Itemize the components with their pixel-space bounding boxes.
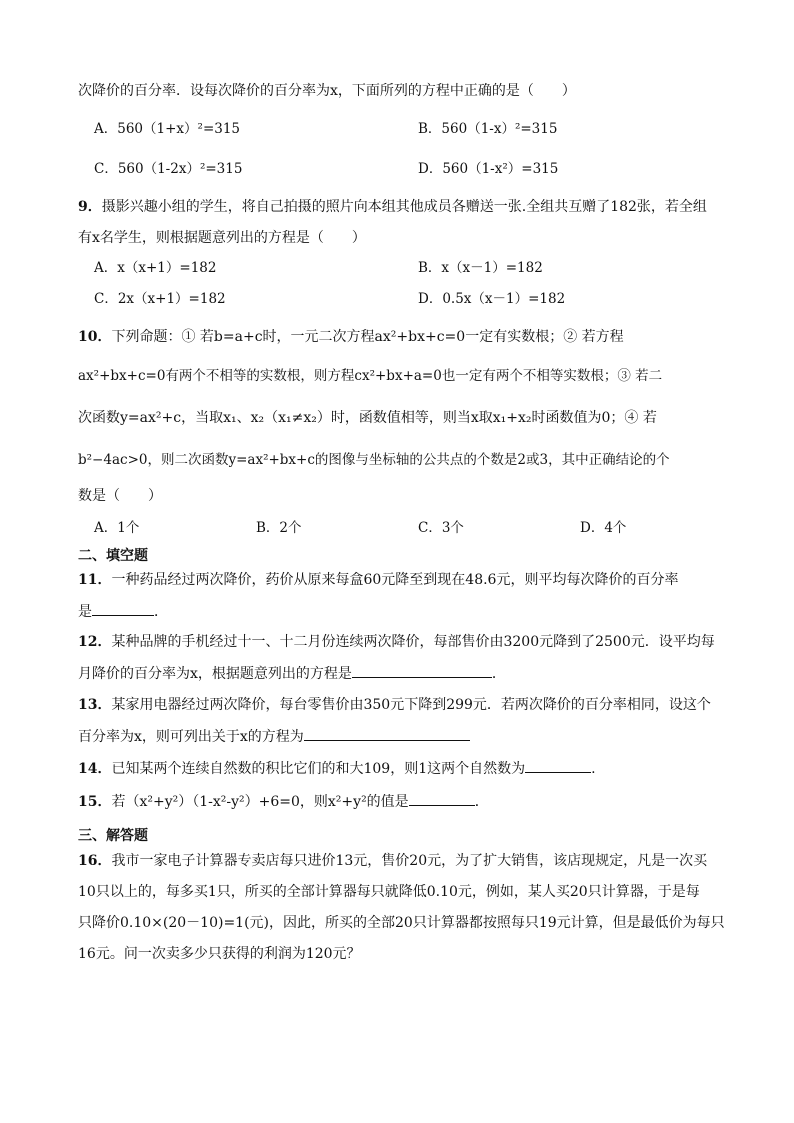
q10-text-1: 下列命题：① 若b=a+c时，一元二次方程ax²+bx+c=0一定有实数根；② 若方程 xyxy=(111,329,624,345)
q11-line1 xyxy=(78,570,678,590)
q13-text-2: 百分率为x，则可列出关于x的方程为 xyxy=(78,729,304,745)
q11-line2 xyxy=(78,601,168,622)
q16-line3: 只降价0.10×(20－10)=1(元)，因此，所买的全部20只计算器都按照每只19元计算，但是最低价为每只 xyxy=(78,915,725,931)
q11-text-2: 是 xyxy=(78,604,92,620)
q11-number: 11． xyxy=(78,572,112,588)
q10-option-b: B．2个 xyxy=(256,520,302,536)
q9-text-1: 摄影兴趣小组的学生，将自己拍摄的照片向本组其他成员各赠送一张.全组共互赠了182张，若全组 xyxy=(101,199,707,215)
q12-text-2: 月降价的百分率为x，根据题意列出的方程是 xyxy=(78,666,352,682)
q9-option-d: D．0.5x（x－1）=182 xyxy=(418,291,566,307)
q8-option-c: C．560（1-2x）²=315 xyxy=(94,161,243,177)
q10-line4: b²−4ac>0，则二次函数y=ax²+bx+c的图像与坐标轴的公共点的个数是2或3，其中正确结论的个 xyxy=(78,452,670,468)
q9-option-a: A．x（x+1）=182 xyxy=(94,260,217,276)
q12-answer-blank[interactable] xyxy=(352,663,492,678)
q9-option-b: B．x（x－1）=182 xyxy=(418,260,543,276)
q16-text-1: 我市一家电子计算器专卖店每只进价13元，售价20元，为了扩大销售，该店现规定，凡是一次买 xyxy=(111,853,708,869)
q10-line5: 数是（ ） xyxy=(78,488,162,504)
q15-number: 15． xyxy=(78,794,112,810)
q9-line2: 有x名学生，则根据题意列出的方程是（ ） xyxy=(78,230,366,246)
q12-line1 xyxy=(78,632,715,652)
q13-answer-blank[interactable] xyxy=(304,726,470,741)
q12-text-end: ． xyxy=(491,666,506,682)
q10-line3: 次函数y=ax²+c，当取x₁、x₂（x₁≠x₂）时，函数值相等，则当x取x₁+x₂时函数值为0；④ 若 xyxy=(78,410,657,426)
q9-option-c: C．2x（x+1）=182 xyxy=(94,291,226,307)
q16-line4: 16元。问一次卖多少只获得的利润为120元？ xyxy=(78,946,361,962)
q14-number: 14． xyxy=(78,761,112,777)
q13-line1 xyxy=(78,695,711,715)
q9-number: 9． xyxy=(78,199,102,215)
q13-text-1: 某家用电器经过两次降价，每台零售价由350元下降到299元．若两次降价的百分率相同，设这个 xyxy=(111,697,711,713)
q16-line2: 10只以上的，每多买1只，所买的全部计算器每只就降低0.10元，例如，某人买20只计算器，于是每 xyxy=(78,884,700,900)
q9-line1 xyxy=(78,197,707,217)
q8-option-a: A．560（1+x）²=315 xyxy=(94,121,241,137)
q12-line2 xyxy=(78,663,506,684)
q14-text-end: . xyxy=(591,761,596,777)
q11-text-1: 一种药品经过两次降价，药价从原来每盒60元降至到现在48.6元，则平均每次降价的百分率 xyxy=(111,572,679,588)
q14-answer-blank[interactable] xyxy=(525,758,591,773)
q14-line xyxy=(78,758,596,779)
q10-number: 10． xyxy=(78,329,112,345)
q13-line2 xyxy=(78,726,470,747)
q10-option-a: A．1个 xyxy=(94,520,140,536)
q8-option-b: B．560（1-x）²=315 xyxy=(418,121,558,137)
q10-option-d: D．4个 xyxy=(580,520,627,536)
q12-number: 12． xyxy=(78,634,112,650)
q10-line2: ax²+bx+c=0有两个不相等的实数根，则方程cx²+bx+a=0也一定有两个不相等实数根；③ 若二 xyxy=(78,368,663,384)
q11-text-end: ． xyxy=(154,604,168,620)
q15-text-end: ． xyxy=(474,794,489,810)
q8-option-d: D．560（1-x²）=315 xyxy=(418,161,559,177)
section-answer-heading: 三、解答题 xyxy=(78,828,148,844)
q16-line1 xyxy=(78,851,707,871)
section-fill-in-heading: 二、填空题 xyxy=(78,548,148,564)
q15-text: 若（x²+y²）（1-x²-y²）+6=0，则x²+y²的值是 xyxy=(111,794,409,810)
q15-answer-blank[interactable] xyxy=(409,791,475,806)
q11-answer-blank[interactable] xyxy=(92,601,154,616)
q13-number: 13． xyxy=(78,697,112,713)
q15-line xyxy=(78,791,489,812)
q10-line1 xyxy=(78,327,624,347)
q10-option-c: C．3个 xyxy=(418,520,464,536)
q16-number: 16． xyxy=(78,853,112,869)
q12-text-1: 某种品牌的手机经过十一、十二月份连续两次降价，每部售价由3200元降到了2500元．设平均每 xyxy=(111,634,715,650)
q14-text: 已知某两个连续自然数的积比它们的和大109，则1这两个自然数为 xyxy=(111,761,526,777)
q8-stem: 次降价的百分率．设每次降价的百分率为x，下面所列的方程中正确的是（ ） xyxy=(78,83,576,99)
